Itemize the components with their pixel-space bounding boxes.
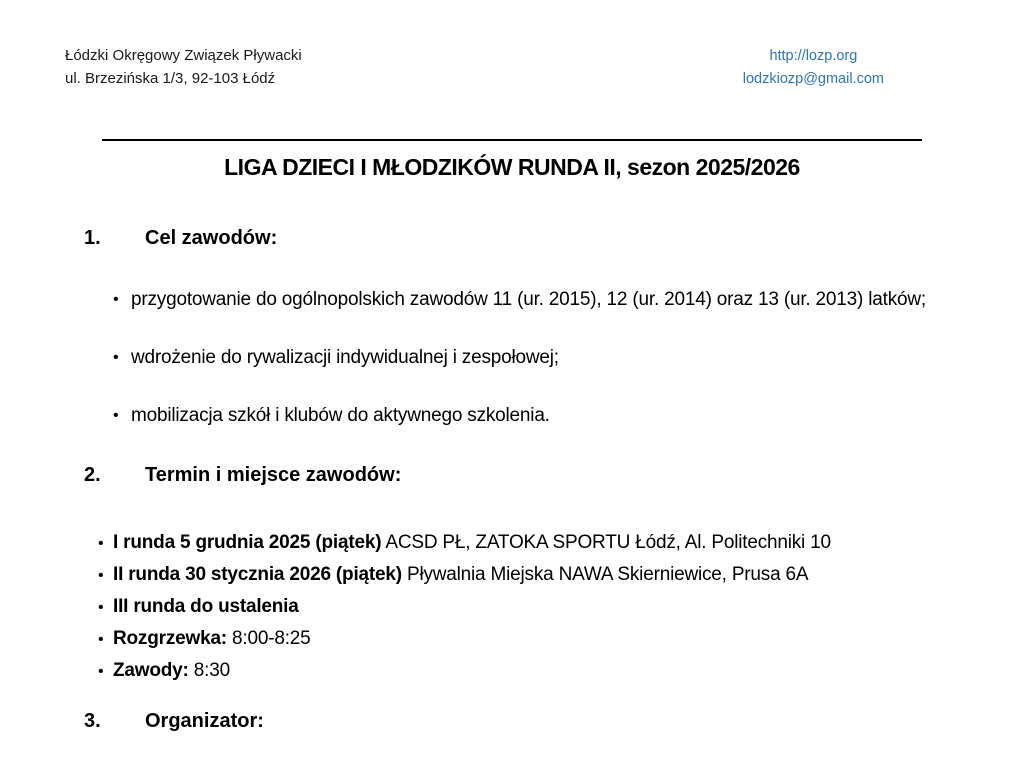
- org-address: ul. Brzezińska 1/3, 92-103 Łódź: [65, 70, 276, 87]
- section-heading-organizer: [84, 710, 1024, 733]
- horizontal-divider: [102, 139, 922, 141]
- list-item-lead: I runda 5 grudnia 2025 (piątek): [113, 532, 382, 553]
- list-item-text: 8:00-8:25: [226, 628, 311, 649]
- list-item: [98, 623, 958, 655]
- list-item-text: 8:30: [188, 660, 230, 681]
- list-item: [98, 591, 958, 623]
- list-item: [113, 400, 928, 431]
- section-number: 1.: [84, 227, 101, 249]
- list-item-text: mobilizacja szkół i klubów do aktywnego szkolenia.: [131, 405, 550, 426]
- document-header: [0, 0, 1024, 91]
- website-link[interactable]: http://lozp.org: [769, 48, 858, 64]
- list-item-lead: Rozgrzewka:: [113, 628, 227, 649]
- list-item: [113, 342, 928, 373]
- document-title: LIGA DZIECI I MŁODZIKÓW RUNDA II, sezon 2025/2026: [224, 154, 800, 180]
- section-heading-schedule: [84, 464, 1024, 487]
- goals-list: [113, 284, 928, 431]
- list-item-text: Pływalnia Miejska NAWA Skierniewice, Prusa 6A: [401, 564, 809, 585]
- section-title: Organizator:: [145, 710, 264, 732]
- list-item-lead: II runda 30 stycznia 2026 (piątek): [113, 564, 402, 585]
- list-item: [98, 559, 958, 591]
- section-title: Cel zawodów:: [145, 227, 278, 249]
- list-item: [98, 655, 958, 687]
- section-number: 3.: [84, 710, 101, 732]
- section-number: 2.: [84, 464, 101, 486]
- org-name: Łódzki Okręgowy Związek Pływacki: [65, 47, 302, 64]
- section-title: Termin i miejsce zawodów:: [145, 464, 402, 486]
- list-item-lead: Zawody:: [113, 660, 189, 681]
- header-org-block: [65, 44, 302, 91]
- section-heading-goals: [84, 227, 1024, 250]
- header-contact-block: [743, 44, 884, 91]
- list-item-lead: III runda do ustalenia: [113, 596, 299, 617]
- list-item-text: wdrożenie do rywalizacji indywidualnej i zespołowej;: [131, 347, 559, 368]
- list-item-text: przygotowanie do ogólnopolskich zawodów 11 (ur. 2015), 12 (ur. 2014) oraz 13 (ur. 2013) latków;: [131, 289, 926, 310]
- email-link[interactable]: lodzkiozp@gmail.com: [742, 71, 884, 87]
- list-item: [98, 527, 958, 559]
- schedule-list: [98, 527, 958, 687]
- list-item: [113, 284, 928, 315]
- list-item-text: ACSD PŁ, ZATOKA SPORTU Łódź, Al. Politechniki 10: [381, 532, 831, 553]
